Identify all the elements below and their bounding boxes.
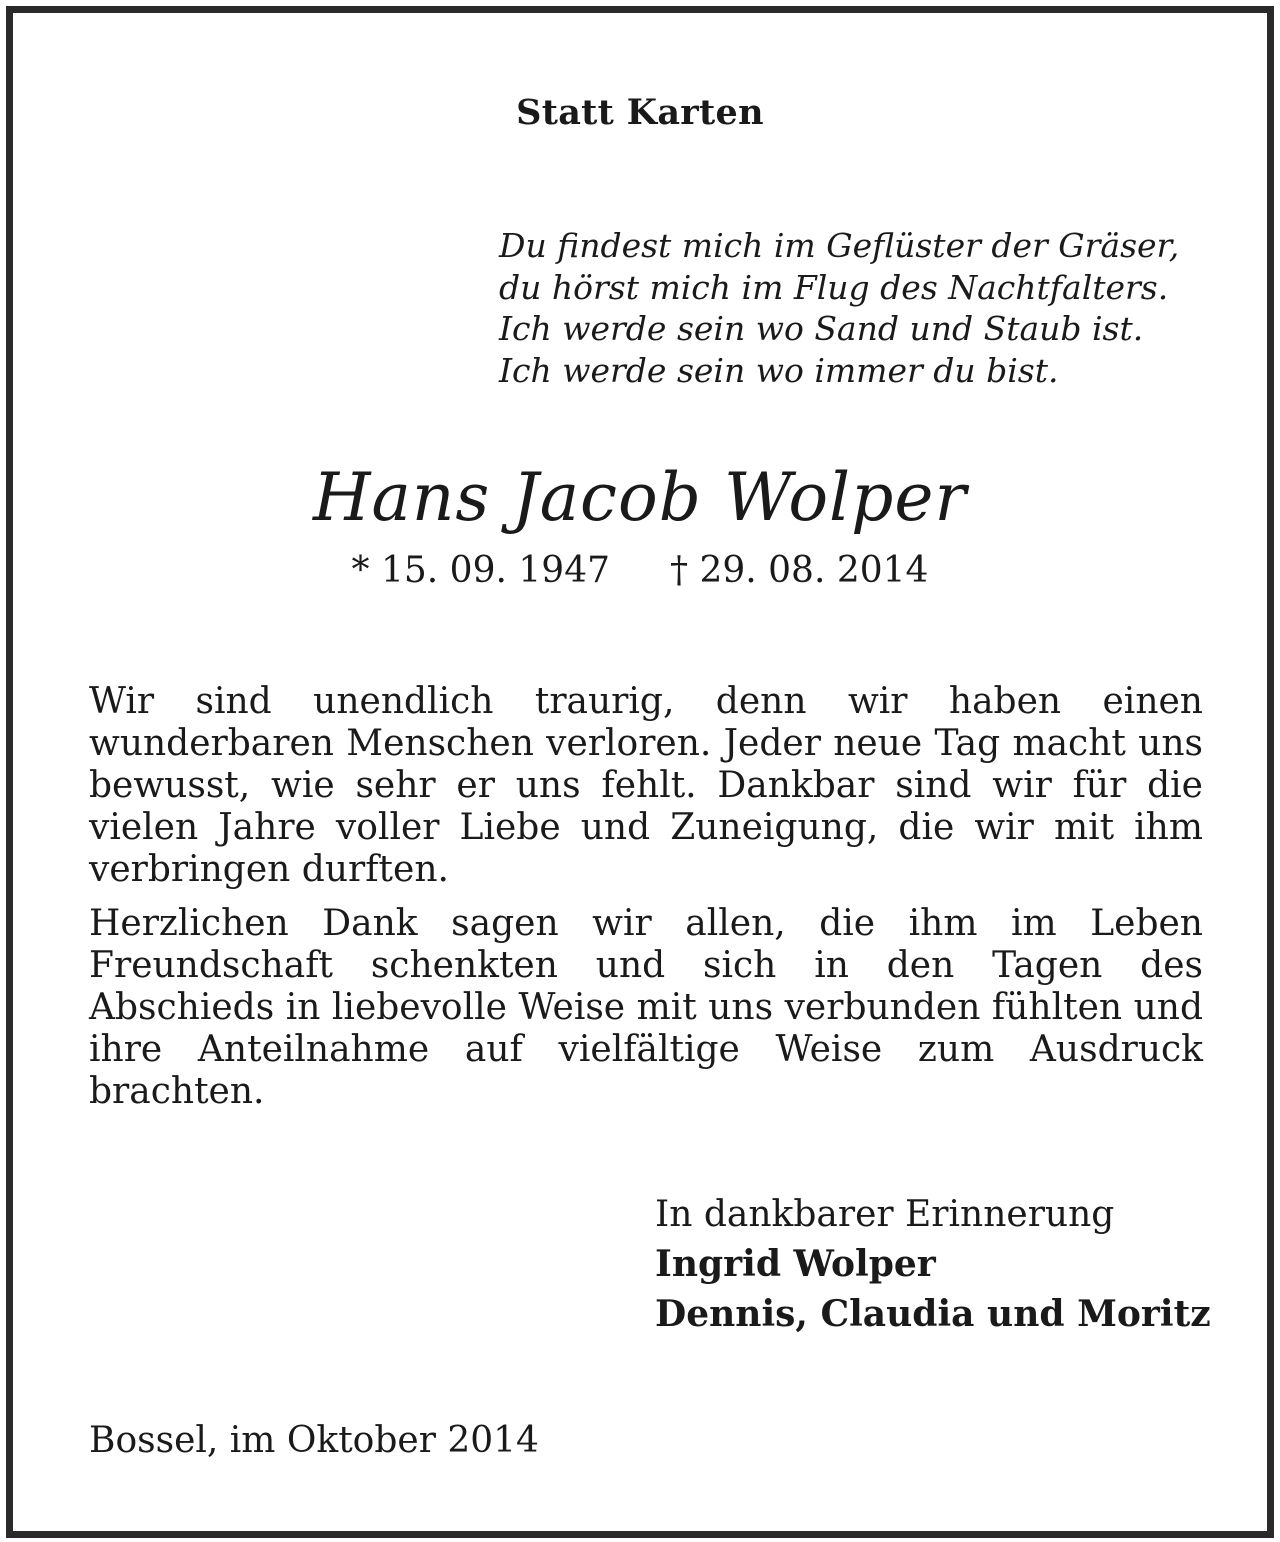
poem-line: Ich werde sein wo immer du bist. [499,350,1059,390]
poem-line: Ich werde sein wo Sand und Staub ist. [499,309,1144,348]
signature-block [655,1191,1211,1339]
poem-line: du hörst mich im Flug des Nachtfalters. [499,267,1169,307]
deceased-name: Hans Jacob Wolper [312,459,968,536]
signature-name: Dennis, Claudia und Moritz [655,1293,1211,1335]
body-paragraph: Wir sind unendlich traurig, denn wir haben einen wunderbaren Menschen verloren. Jeder neue Tag macht uns bewusst, wie sehr er uns fehlt. Dankbar sind wir für die vielen Jahre voller Liebe und Zuneigung, die wir mit ihm verbringen durften. [89,681,1203,890]
death-date: † 29. 08. 2014 [670,550,929,591]
body-paragraph: Herzlichen Dank sagen wir allen, die ihm im Leben Freundschaft schenkten und sich in den Tagen des Abschieds in liebevolle Weise mit uns verbunden fühlten und ihre Anteilnahme auf vielfältige Weise zum Ausdruck brachten. [89,903,1203,1112]
notice-header: Statt Karten [516,92,764,133]
birth-date: * 15. 09. 1947 [351,550,610,591]
place-date: Bossel, im Oktober 2014 [89,1420,539,1461]
notice-frame [6,6,1274,1538]
poem [499,225,1179,391]
notice-body [89,681,1203,1125]
life-dates [13,550,1267,591]
signature-name: Ingrid Wolper [655,1243,936,1285]
poem-line: Du findest mich im Geflüster der Gräser, [499,226,1180,265]
signature-intro: In dankbarer Erinnerung [655,1194,1115,1235]
